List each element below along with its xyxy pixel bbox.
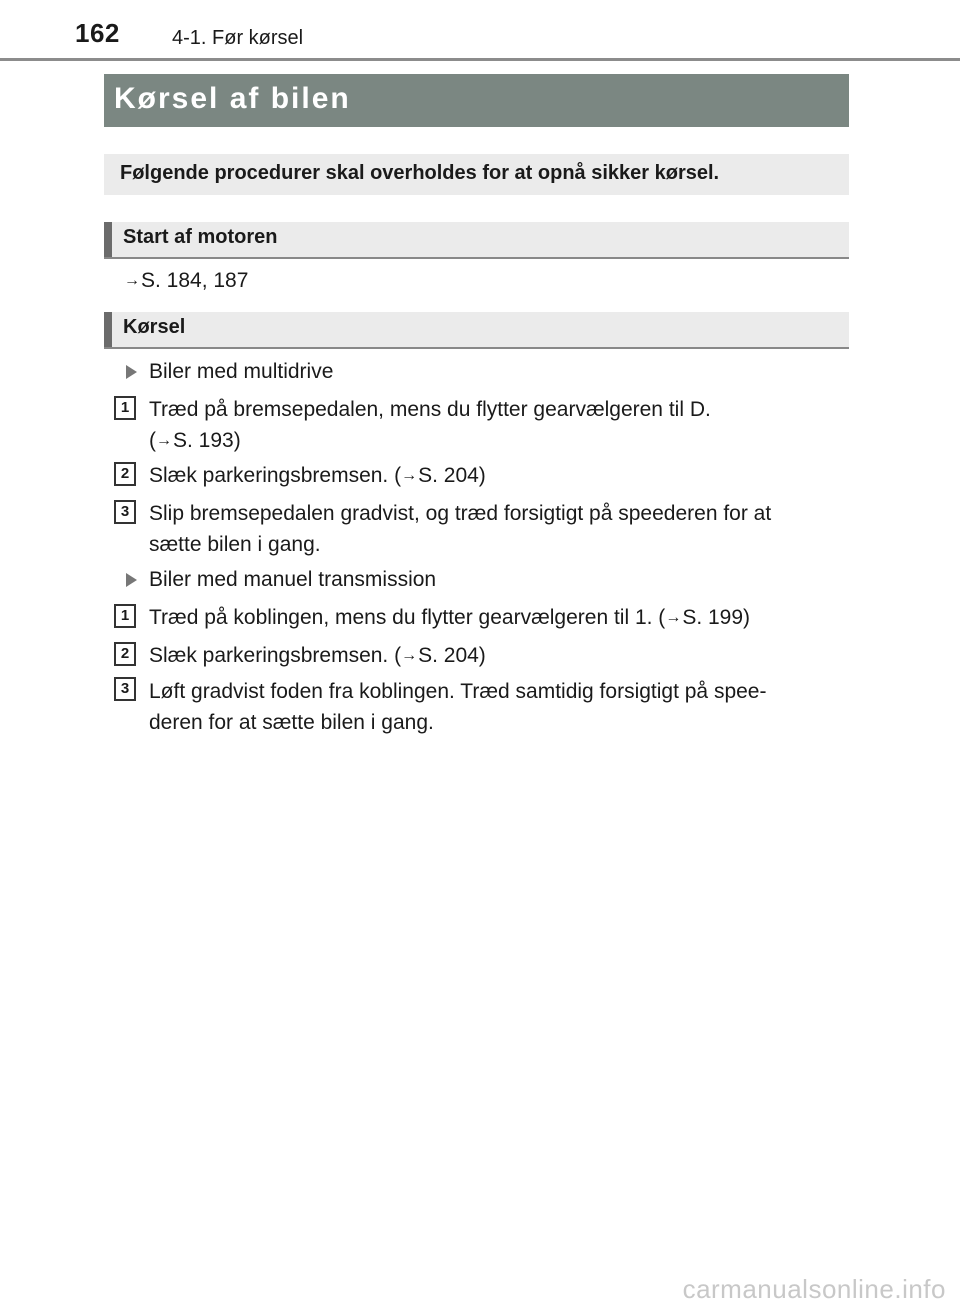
step-text — [149, 602, 750, 635]
section-header-driving — [104, 312, 849, 349]
step-number-box: 2 — [114, 642, 136, 666]
step-number-box: 2 — [114, 462, 136, 486]
section-header-bar — [104, 312, 112, 347]
reference-text: S. 184, 187 — [141, 269, 249, 292]
running-head: 4-1. Før kørsel — [172, 27, 304, 49]
subheading-manual: Biler med manuel transmission — [149, 568, 437, 591]
step-text: Løft gradvist foden fra koblingen. Træd samtidig forsigtigt på spee- — [149, 680, 767, 703]
step-text — [149, 640, 486, 673]
subheading-multidrive: Biler med multidrive — [149, 360, 334, 383]
triangle-bullet-icon — [126, 365, 137, 379]
intro-box — [104, 154, 849, 195]
title-bar — [104, 74, 849, 127]
section-header-bar — [104, 222, 112, 257]
section-header-start — [104, 222, 849, 259]
start-reference[interactable] — [124, 265, 248, 298]
step-text-continued: deren for at sætte bilen i gang. — [149, 711, 434, 734]
step-reference[interactable] — [149, 425, 241, 458]
step-number-box: 3 — [114, 500, 136, 524]
step-text: Træd på bremsepedalen, mens du flytter gearvælgeren til D. — [149, 398, 711, 421]
reference-text[interactable]: S. 204) — [418, 464, 486, 487]
triangle-bullet-icon — [126, 573, 137, 587]
reference-text: S. 193) — [173, 429, 241, 452]
step-text-start: Slæk parkeringsbremsen. ( — [149, 644, 402, 667]
step-number-box: 1 — [114, 604, 136, 628]
step-text — [149, 460, 486, 493]
intro-text: Følgende procedurer skal overholdes for at opnå sikker kørsel. — [120, 162, 720, 184]
page-title: Kørsel af bilen — [114, 82, 351, 115]
step-text-start: Slæk parkeringsbremsen. ( — [149, 464, 402, 487]
step-text-continued: sætte bilen i gang. — [149, 533, 321, 556]
watermark: carmanualsonline.info — [682, 1274, 946, 1304]
arrow-icon: → — [124, 272, 140, 289]
arrow-icon: → — [401, 467, 418, 484]
step-number-box: 1 — [114, 396, 136, 420]
section-title-start: Start af motoren — [123, 226, 278, 248]
arrow-icon: → — [665, 609, 682, 626]
paren-open: ( — [149, 429, 156, 452]
arrow-icon: → — [156, 432, 172, 449]
reference-text[interactable]: S. 204) — [418, 644, 486, 667]
section-title-driving: Kørsel — [123, 316, 186, 338]
page-number: 162 — [75, 18, 120, 48]
step-number-box: 3 — [114, 677, 136, 701]
arrow-icon: → — [401, 647, 418, 664]
step-text-start: Træd på koblingen, mens du flytter gearvælgeren til 1. ( — [149, 606, 666, 629]
reference-text[interactable]: S. 199) — [682, 606, 751, 629]
step-text: Slip bremsepedalen gradvist, og træd forsigtigt på speederen for at — [149, 502, 772, 525]
header-rule — [0, 58, 960, 61]
